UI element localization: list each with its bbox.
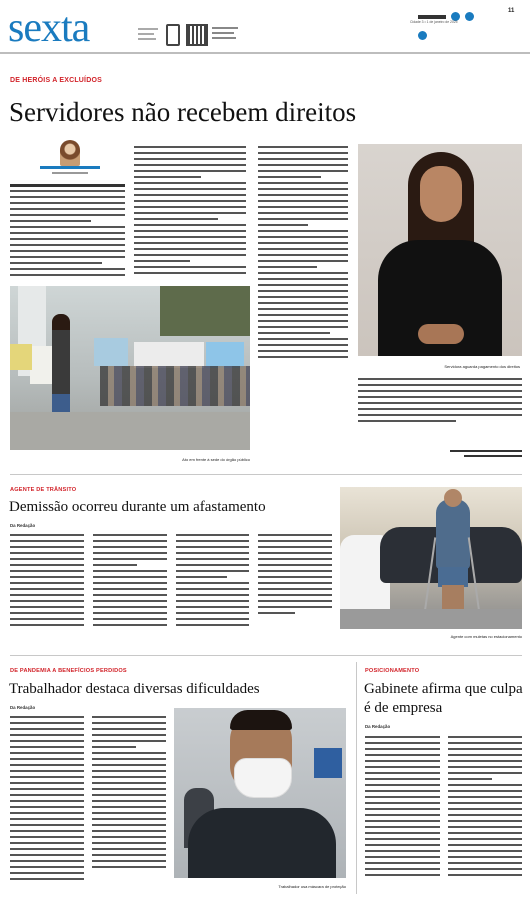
masked-worker-photo xyxy=(174,708,346,878)
masthead xyxy=(0,0,530,58)
servidora-portrait-photo xyxy=(358,144,522,356)
section-title: sexta xyxy=(8,5,90,51)
masthead-info-box xyxy=(138,24,162,44)
phone-icon xyxy=(166,24,180,46)
protest-sign xyxy=(94,338,128,366)
author-block xyxy=(40,138,100,178)
face-mask xyxy=(234,758,292,798)
section-divider xyxy=(10,474,522,475)
column-divider xyxy=(356,662,357,894)
story3-headline: Trabalhador destaca diversas dificuldades xyxy=(9,681,260,697)
story4-kicker: POSICIONAMENTO xyxy=(365,668,420,674)
man-torso xyxy=(436,499,470,569)
main-column-1-top xyxy=(10,184,125,280)
protest-photo xyxy=(10,286,250,450)
protest-sign xyxy=(134,342,204,368)
agent-crutches-photo xyxy=(340,487,522,629)
newspaper-logo xyxy=(418,6,488,18)
portrait-face xyxy=(420,166,462,222)
main-story-signoff xyxy=(450,450,522,460)
tree-foliage xyxy=(160,286,250,336)
protest-sign xyxy=(206,342,244,368)
edition-date: Cidade 3 • 1 de janeiro de 2025 xyxy=(410,20,458,24)
story2-byline: Da Redação xyxy=(10,523,36,528)
author-name-bar xyxy=(40,166,100,169)
man-head xyxy=(444,489,462,507)
agent-photo-caption: Agente com muletas no estacionamento xyxy=(450,634,522,639)
masthead-divider xyxy=(0,52,530,54)
story4-columns xyxy=(365,736,522,896)
story2-headline: Demissão ocorreu durante um afastamento xyxy=(9,499,266,515)
pavement xyxy=(10,412,250,450)
story2-columns xyxy=(10,534,332,644)
protester-crowd xyxy=(100,366,250,406)
story3-columns xyxy=(10,716,166,896)
man-shorts xyxy=(438,567,468,587)
main-kicker: DE HERÓIS A EXCLUÍDOS xyxy=(10,77,102,84)
protest-sign xyxy=(10,344,32,370)
page-number: 11 xyxy=(508,8,515,14)
story3-kicker: DE PANDEMIA A BENEFÍCIOS PERDIDOS xyxy=(10,668,127,674)
author-role-bar xyxy=(52,172,88,174)
author-avatar xyxy=(60,140,80,166)
main-column-3 xyxy=(258,146,348,366)
portrait-caption: Servidora aguarda pagamento dos direitos xyxy=(444,364,520,369)
masthead-qr-text xyxy=(212,27,240,39)
story2-kicker: AGENTE DE TRÂNSITO xyxy=(10,487,77,493)
background-sign xyxy=(314,748,342,778)
parking-floor xyxy=(340,609,522,629)
worker-hair xyxy=(230,710,292,730)
main-column-4 xyxy=(358,378,522,438)
story4-byline: Da Redação xyxy=(365,724,391,729)
main-headline: Servidores não recebem direitos xyxy=(9,97,357,127)
qr-code-icon xyxy=(186,24,208,46)
masked-worker-caption: Trabalhador usa máscara de proteção xyxy=(278,884,346,889)
story3-byline: Da Redação xyxy=(10,705,36,710)
section-divider xyxy=(10,655,522,656)
worker-body xyxy=(188,808,336,878)
portrait-hands xyxy=(418,324,464,344)
main-column-2 xyxy=(134,146,246,282)
protest-caption: Ato em frente à sede do órgão público xyxy=(182,457,250,462)
story4-headline: Gabinete afirma que culpa é de empresa xyxy=(364,681,523,716)
